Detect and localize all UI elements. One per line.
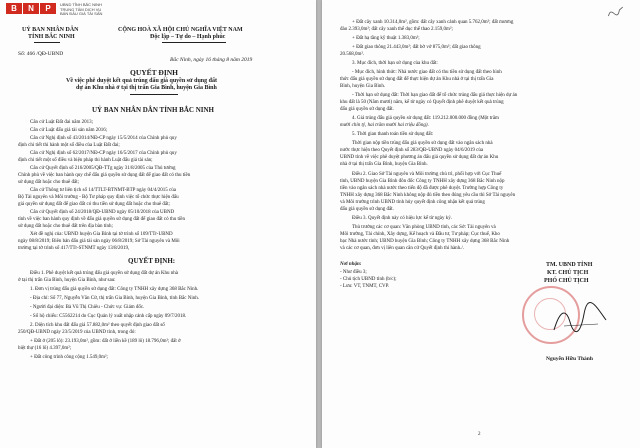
motto: Độc lập – Tự do – Hạnh phúc xyxy=(150,34,226,40)
page-number: 2 xyxy=(478,432,481,437)
document-page-2: + Đất cây xanh 10.314,0m², gồm: đất cây xanh cảnh quan 5.762,0m²; đất mương đào 2.393,0m²; đất cây xanh thể dục thể thao 2.159,0m²; + Đất hạ tầng kỹ thuật 1.383,0m²; + Đất giao thông 21.443,0m²; đất bờ vở 875,0m²; đất giao thông 20.568,0m². 3. Mục đích, thời hạn sử dụng của khu đất: - Mục đích, hình thức: Nhà nước giao đất có thu tiền sử dụng đất theo hình thức đấu giá quyền sử dụng đất để thực hiện dự án Khu nhà ở tại thị trấn Gia Bình, huyện Gia Bình. - Thời hạn sử dụng đất: Thời hạn giao đất để tổ chức trúng đấu giá thực hiện dự án khu đất là 50 (Năm mươi) năm, kể từ ngày có Quyết định phê duyệt kết quả trúng đấu giá quyền sử dụng đất. 4. Giá trúng đấu giá quyền sử dụng đất: 119.212.000.000 đồng (Một trăm mười chín tỷ, hai trăm mười hai triệu đồng). 5. Thời gian thanh toán tiền sử dụng đất: Thời gian nộp tiền trúng đấu giá quyền sử dụng đất vào ngân sách nhà nước thực hiện theo Quyết định số 283/QĐ-UBND ngày 04/6/2019 của UBND tỉnh về việc phê duyệt phương án đấu giá quyền sử dụng đất dự án Khu nhà ở tại thị trấn Gia Bình, huyện Gia Bình. Điều 2. Giao Sở Tài nguyên và Môi trường chủ trì, phối hợp với Cục Thuế tỉnh, UBND huyện Gia Bình đôn đốc Công ty TNHH xây dựng 368 Bắc Ninh nộp tiền vào ngân sách nhà nước theo tiến độ đã được phê duyệt. Trường hợp Công ty TNHH xây dựng 368 Bắc Ninh không nộp đủ tiền theo đúng yêu cầu thì Sở Tài nguyên và Môi trường trình UBND tỉnh hủy quyết định công nhận kết quả trúng đấu giá quyền sử dụng đất. Điều 3. Quyết định này có hiệu lực kể từ ngày ký. Thủ trưởng các cơ quan: Văn phòng UBND tỉnh, các Sở: Tài nguyên và Môi trường, Tài chính, Xây dựng, Kế hoạch và Đầu tư, Tư pháp; Cục thuế, Kho bạc Nhà nước tỉnh; UBND huyện Gia Bình; Công ty TNHH xây dựng 368 Bắc Ninh và các cơ quan, đơn vị liên quan căn cứ Quyết định thi hành./. Nơi nhận: - Như điều 3; - Chủ tịch UBND tỉnh (b/c); - Lưu: VT, TNMT, CVP. TM. UBND TỈNH KT. CHỦ TỊCH PHÓ CHỦ TỊCH Nguyễn Hữu Thành 2 xyxy=(322,0,640,448)
decision-number: Số: 466 /QĐ-UBND xyxy=(18,51,64,57)
recipient-item: - Chủ tịch UBND tỉnh (b/c); xyxy=(340,277,397,282)
title-underline xyxy=(130,94,178,95)
sign-org: TM. UBND TỈNH xyxy=(546,262,593,268)
place-date: Bắc Ninh, ngày 16 tháng 8 năm 2019 xyxy=(170,57,253,63)
doc-type: QUYẾT ĐỊNH xyxy=(130,68,178,77)
logo-letter: N xyxy=(23,3,39,14)
nation-title: CỘNG HOÀ XÃ HỘI CHỦ NGHĨA VIỆT NAM xyxy=(118,27,243,33)
title-line: dự án Khu nhà ở tại thị trấn Gia Bình, huyện Gia Bình xyxy=(76,85,217,91)
handwritten-mark xyxy=(606,6,626,20)
title-line: Về việc phê duyệt kết quả trúng đấu giá quyền sử dụng đất xyxy=(66,78,217,84)
signer-name: Nguyễn Hữu Thành xyxy=(546,356,593,362)
recipient-item: - Như điều 3; xyxy=(340,270,367,275)
recipients-title: Nơi nhận: xyxy=(340,262,362,267)
bnp-logo xyxy=(6,3,56,14)
issuer-underline xyxy=(34,42,60,43)
decides-heading: QUYẾT ĐỊNH: xyxy=(128,257,176,265)
sign-role1: KT. CHỦ TỊCH xyxy=(547,270,589,276)
logo-caption: UBND TỈNH BẮC NINH TRUNG TÂM DỊCH VỤ BÁN ĐẤU GIÁ TÀI SẢN xyxy=(60,2,103,16)
issuer-line1: UỶ BAN NHÂN DÂN xyxy=(22,27,79,33)
authority-heading: UỶ BAN NHÂN DÂN TỈNH BẮC NINH xyxy=(92,106,214,114)
logo-letter: P xyxy=(40,3,56,14)
logo-letter: B xyxy=(6,3,22,14)
signature xyxy=(550,300,610,340)
recipient-item: - Lưu: VT, TNMT, CVP. xyxy=(340,284,390,289)
motto-underline xyxy=(162,42,226,43)
issuer-line2: TỈNH BẮC NINH xyxy=(28,34,75,40)
sign-role2: PHÓ CHỦ TỊCH xyxy=(544,278,589,284)
document-page-1: B N P UBND TỈNH BẮC NINH TRUNG TÂM DỊCH VỤ BÁN ĐẤU GIÁ TÀI SẢN UỶ BAN NHÂN DÂN TỈNH BẮC NINH Số: 466 /QĐ-UBND CỘNG HOÀ XÃ HỘI CHỦ NGHĨA VIỆT NAM Độc lập – Tự do – Hạnh phúc Bắc Ninh, ngày 16 tháng 8 năm 2019 QUYẾT ĐỊNH Về việc phê duyệt kết quả trúng đấu giá quyền sử dụng đất dự án Khu nhà ở tại thị trấn Gia Bình, huyện Gia Bình UỶ BAN NHÂN DÂN TỈNH BẮC NINH Căn cứ Luật Đất đai năm 2013; Căn cứ Luật đấu giá tài sản năm 2016; Căn cứ Nghị định số 43/2014/NĐ-CP ngày 15/5/2014 của Chính phủ quy định chi tiết thi hành một số điều của Luật Đất đai; Căn cứ Nghị định số 62/2017/NĐ-CP ngày 16/5/2017 của Chính phủ quy định chi tiết một số điều và biện pháp thi hành Luật đấu giá tài sản; Căn cứ Quyết định số 216/2005/QĐ-TTg ngày 31/8/2005 của Thủ tướng Chính phủ về việc ban hành quy chế đấu giá quyền sử dụng đất để giao đất có thu tiền sử dụng đất hoặc cho thuê đất; Căn cứ Thông tư liên tịch số 14/TTLT-BTNMT-BTP ngày 04/4/2015 của Bộ Tài nguyên và Môi trường - Bộ Tư pháp quy định việc tổ chức thực hiện đấu giá quyền sử dụng đất để giao đất có thu tiền sử dụng đất hoặc cho thuê đất; Căn cứ Quyết định số 24/2018/QĐ-UBND ngày 05/10/2018 của UBND tỉnh về việc ban hành quy định về đấu giá quyền sử dụng đất để giao đất có thu tiền sử dụng đất hoặc cho thuê đất trên địa bàn tỉnh; Xét đề nghị của: UBND huyện Gia Bình tại tờ trình số 109/TTr-UBND ngày 08/8/2019; Biên bản đấu giá tài sản ngày 06/8/2019; Sở Tài nguyên và Môi trường tại tờ trình số 417/TTr-STNMT ngày 13/8/2019, QUYẾT ĐỊNH: Điều 1. Phê duyệt kết quả trúng đấu giá quyền sử dụng đất dự án Khu nhà ở tại thị trấn Gia Bình, huyện Gia Bình, như sau: 1. Đơn vị trúng đấu giá quyền sử dụng đất: Công ty TNHH xây dựng 368 Bắc Ninh. - Địa chỉ: Số 77, Nguyễn Văn Cừ, thị trấn Gia Bình, huyện Gia Bình, tỉnh Bắc Ninh. - Người đại diện: Bà Vũ Thị Chiêu - Chức vụ: Giám đốc. - Số hộ chiếu: C5562214 do Cục Quản lý xuất nhập cảnh cấp ngày 09/7/2018. 2. Diện tích khu đất đấu giá 57.882,0m² theo quyết định giao đất số 250/QĐ-UBND ngày 23/5/2019 của UBND tỉnh, trong đó: + Đất ở (205 lô): 23.193,0m², gồm: đất ở liền kề (189 lô) 18.796,0m²; đất ở biệt thự (16 lô) 4.397,0m²; + Đất công trình công cộng 1.549,0m²; xyxy=(0,0,316,448)
